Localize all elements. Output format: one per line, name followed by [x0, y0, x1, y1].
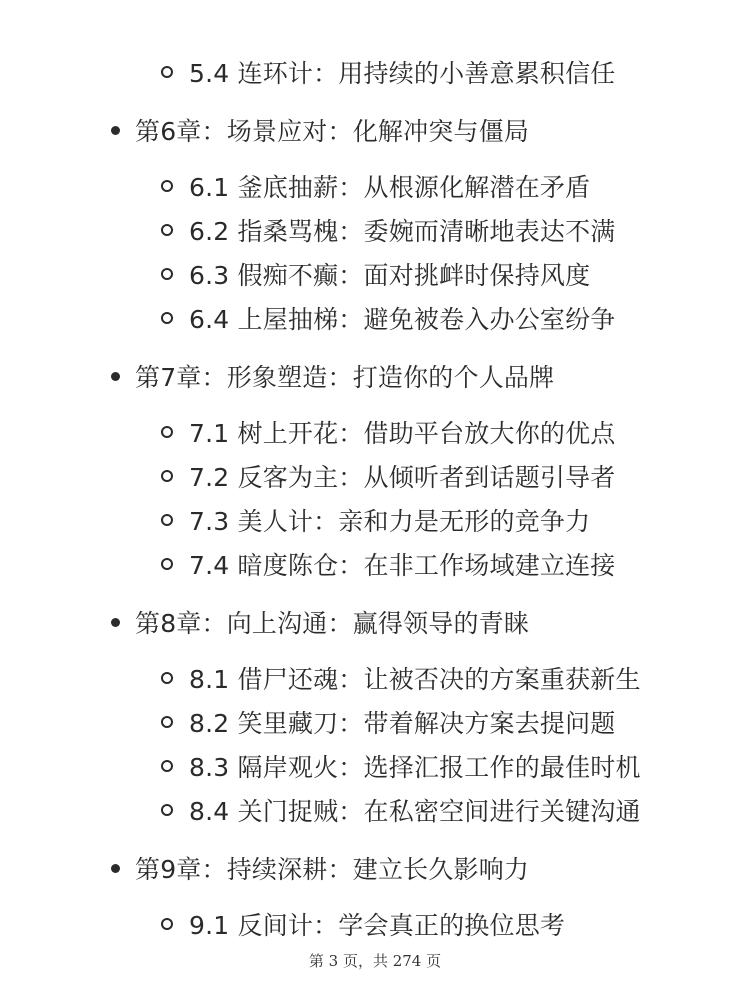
hollow-bullet-icon	[161, 716, 173, 728]
toc-item-text: 6.4 上屋抽梯：避免被卷入办公室纷争	[189, 305, 616, 334]
toc-item-text: 第6章：场景应对：化解冲突与僵局	[135, 117, 530, 146]
solid-bullet-icon	[111, 126, 120, 135]
toc-item-text: 9.1 反间计：学会真正的换位思考	[189, 911, 566, 940]
toc-item-text: 第7章：形象塑造：打造你的个人品牌	[135, 363, 555, 392]
page-footer: 第 3 页，共 274 页	[308, 952, 442, 970]
toc-item-text: 8.2 笑里藏刀：带着解决方案去提问题	[189, 709, 616, 738]
hollow-bullet-icon	[161, 312, 173, 324]
toc-item-text: 7.2 反客为主：从倾听者到话题引导者	[189, 463, 616, 492]
toc-item-text: 7.1 树上开花：借助平台放大你的优点	[189, 419, 616, 448]
toc-section-item[interactable]	[0, 500, 590, 540]
toc-section-item[interactable]	[0, 702, 616, 742]
toc-item-text: 6.1 釜底抽薪：从根源化解潜在矛盾	[189, 173, 591, 202]
toc-item-text: 6.3 假痴不癫：面对挑衅时保持风度	[189, 261, 591, 290]
toc-item-text: 8.3 隔岸观火：选择汇报工作的最佳时机	[189, 753, 641, 782]
toc-chapter-item[interactable]	[0, 848, 529, 888]
toc-section-item[interactable]	[0, 52, 616, 92]
hollow-bullet-icon	[161, 66, 173, 78]
toc-item-text: 6.2 指桑骂槐：委婉而清晰地表达不满	[189, 217, 616, 246]
toc-section-item[interactable]	[0, 904, 565, 944]
toc-section-item[interactable]	[0, 746, 641, 786]
hollow-bullet-icon	[161, 268, 173, 280]
toc-chapter-item[interactable]	[0, 602, 529, 642]
toc-item-text: 第9章：持续深耕：建立长久影响力	[135, 855, 530, 884]
hollow-bullet-icon	[161, 514, 173, 526]
toc-item-text: 8.1 借尸还魂：让被否决的方案重获新生	[189, 665, 641, 694]
solid-bullet-icon	[111, 618, 120, 627]
toc-item-text: 8.4 关门捉贼：在私密空间进行关键沟通	[189, 797, 641, 826]
hollow-bullet-icon	[161, 760, 173, 772]
toc-section-item[interactable]	[0, 210, 616, 250]
toc-item-text: 第8章：向上沟通：赢得领导的青睐	[135, 609, 530, 638]
toc-section-item[interactable]	[0, 298, 616, 338]
toc-section-item[interactable]	[0, 166, 590, 206]
hollow-bullet-icon	[161, 918, 173, 930]
toc-section-item[interactable]	[0, 544, 616, 584]
hollow-bullet-icon	[161, 426, 173, 438]
toc-section-item[interactable]	[0, 412, 616, 452]
toc-chapter-item[interactable]	[0, 356, 554, 396]
hollow-bullet-icon	[161, 672, 173, 684]
toc-section-item[interactable]	[0, 254, 590, 294]
solid-bullet-icon	[111, 372, 120, 381]
solid-bullet-icon	[111, 864, 120, 873]
toc-item-text: 7.4 暗度陈仓：在非工作场域建立连接	[189, 551, 616, 580]
toc-section-item[interactable]	[0, 658, 641, 698]
hollow-bullet-icon	[161, 470, 173, 482]
toc-chapter-item[interactable]	[0, 110, 529, 150]
hollow-bullet-icon	[161, 558, 173, 570]
toc-section-item[interactable]	[0, 456, 616, 496]
hollow-bullet-icon	[161, 180, 173, 192]
hollow-bullet-icon	[161, 804, 173, 816]
hollow-bullet-icon	[161, 224, 173, 236]
toc-item-text: 7.3 美人计：亲和力是无形的竞争力	[189, 507, 591, 536]
toc-section-item[interactable]	[0, 790, 641, 830]
toc-item-text: 5.4 连环计：用持续的小善意累积信任	[189, 59, 616, 88]
